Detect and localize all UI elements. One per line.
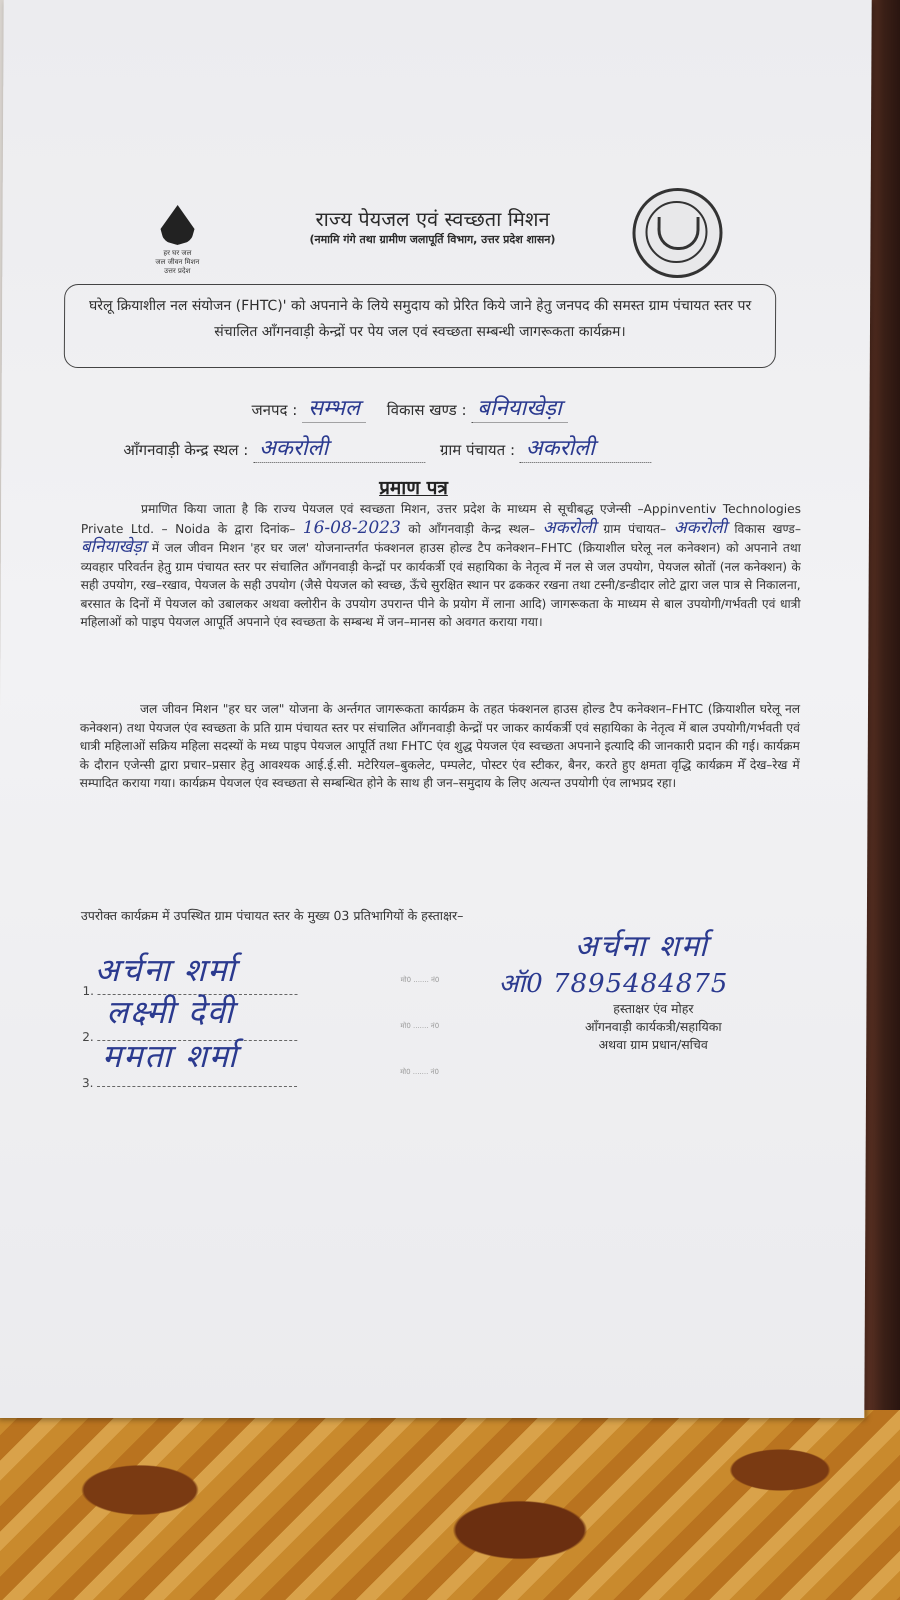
participant-row-2: 2.: [82, 1030, 298, 1044]
logo-caption: हर घर जल जल जीवन मिशन उत्तर प्रदेश: [155, 249, 200, 275]
participant-row-1: 1.: [82, 984, 298, 998]
programme-topic-box: घरेलू क्रियाशील नल संयोजन (FHTC)' को अपनाने के लिये समुदाय को प्रेरित किये जाने हेतु जनपद की समस्त ग्राम पंचायत स्तर पर संचालित आँगनवाड़ी केन्द्रों पर पेय जल एवं स्वच्छता सम्बन्धी जागरूकता कार्यक्रम।: [64, 284, 776, 368]
participant-mobile-3: मो0 ....... नं0: [400, 1068, 439, 1076]
water-drop-icon: [160, 205, 194, 245]
participant-signature-1: अर्चना शर्मा: [94, 951, 237, 989]
participant-signature-3: ममता शर्मा: [102, 1037, 239, 1075]
anganwadi-row: [123, 432, 652, 463]
programme-date: 16-08-2023: [302, 517, 401, 538]
gram-panchayat-label: ग्राम पंचायत :: [439, 441, 516, 459]
janpad-label: जनपद :: [251, 401, 298, 419]
participant-row-3: 3.: [82, 1076, 298, 1090]
participant-mobile-2: मो0 ....... नं0: [400, 1022, 440, 1030]
programme-place: अकरोली: [542, 517, 597, 538]
certificate-paragraph-2: जल जीवन मिशन "हर घर जल" योजना के अर्न्तगत जागरूकता कार्यक्रम के तहत फंक्शनल हाउस होल्ड टैप कनेक्शन–FHTC (क्रियाशील घरेलू नल कनेक्शन) तथा पेयजल एंव स्वच्छता के प्रति ग्राम पंचायत स्तर पर संचालित आँगनवाड़ी केन्द्रों पर जाकर कार्यकर्त्री एवं सहायिका के नेतृत्व में बाल उपयोगी/गर्भवती एवं धात्री महिलाओं सक्रिय महिला सदस्यों के मध्य पाइप पेयजल आपूर्ति तथा FHTC एंव शुद्ध पेयजल एंव स्वच्छता अपनाने इत्यादि की जानकारी प्रदान की गई। कार्यक्रम के दौरान एजेन्सी द्वारा प्रचार–प्रसार हेतु आवश्यक आई.ई.सी. मटेरियल–बुकलेट, पम्पलेट, पोस्टर एंव स्टीकर, बैनर, करते हुए क्षमता वृद्धि कार्यक्रम मेँ देख–रेख में सम्पादित कराया गया। कार्यक्रम पेयजल एंव स्वच्छता से सम्बन्धित होने के साथ ही जन–समुदाय के लिए अत्यन्त उपयोगी एंव लाभप्रद रहा।: [79, 702, 801, 790]
up-govt-emblem-icon: [632, 188, 722, 278]
signatory-line-3: अथवा ग्राम प्रधान/सचिव: [598, 1037, 708, 1052]
jal-jeevan-mission-logo: [142, 205, 212, 276]
janpad-value: सम्भल: [302, 392, 366, 423]
mission-title: राज्य पेयजल एवं स्वच्छता मिशन: [315, 207, 550, 231]
signatory-block: [538, 1000, 768, 1054]
certificate-paragraph-1: प्रमाणित किया जाता है कि राज्य पेयजल एवं स्वच्छता मिशन, उत्तर प्रदेश के माध्यम से सूचीबद्ध एजेन्सी –Appinventiv Technologies Private Ltd. – Noida के द्वारा दिनांक– 16-08-2023 को आँगनवाड़ी केन्द्र स्थल– अकरोली ग्राम पंचायत– अकरोली विकास खण्ड– बनियाखेड़ा में जल जीवन मिशन 'हर घर जल' योजनान्तर्गत फंक्शनल हाउस होल्ड टैप कनेक्शन–FHTC (क्रियाशील घरेलू नल कनेक्शन) को अपनाने तथा व्यवहार परिवर्तन हेतु ग्राम पंचायत स्तर पर संचालित आँगनवाड़ी केन्द्रों पर कार्यकर्त्री एवं सहायिका के नेतृत्व में नल से जल उपयोग, पेयजल स्रोतों (नल कनेक्शन) के सही उपयोग, रख–रखाव, पेयजल के सही उपयोग (जैसे पेयजल को स्वच्छ, ऊँचे सुरक्षित स्थान पर ढककर रखना तथा टस्नी/डन्डीदार लोटे द्वारा जल पात्र से निकालना, बरसात के दिनों में पेयजल को उबालकर अथवा क्लोरीन के उपयोग उपरान्त पीने के प्रयोग में लाना आदि) जागरूकता के माध्यम से बाल उपयोगी/गर्भवती एवं धात्री महिलाओं को पाइप पेयजल आपूर्ति अपनाने एंव स्वच्छता के सम्बन्ध में जन–मानस को अवगत कराया गया।: [80, 502, 802, 629]
signatory-line-2: आँगनवाड़ी कार्यकत्री/सहायिका: [585, 1019, 722, 1034]
programme-block: बनियाखेड़ा: [80, 537, 147, 557]
background-carpet: [0, 1410, 900, 1600]
anganwadi-label: आँगनवाड़ी केन्द्र स्थल :: [123, 441, 249, 459]
gram-panchayat-value: अकरोली: [520, 432, 652, 463]
signatory-signature: अर्चना शर्मा: [574, 929, 709, 964]
participants-intro: उपरोक्त कार्यक्रम में उपस्थित ग्राम पंचायत स्तर के मुख्य 03 प्रतिभागियों के हस्ताक्षर–: [80, 908, 464, 923]
janpad-row: [251, 392, 567, 423]
signatory-line-1: हस्ताक्षर एंव मोहर: [613, 1001, 694, 1016]
mission-subtitle: (नमामि गंगे तथा ग्रामीण जलापूर्ति विभाग, उत्तर प्रदेश शासन): [309, 233, 556, 246]
participant-signature-2: लक्ष्मी देवी: [106, 993, 236, 1031]
signatory-phone: ऑ0 7895484875: [498, 969, 729, 999]
anganwadi-value: अकरोली: [253, 432, 425, 463]
programme-gram-panchayat: अकरोली: [673, 517, 728, 538]
vikas-khand-value: बनियाखेड़ा: [471, 392, 568, 423]
participant-mobile-1: मो0 ....... नं0: [400, 976, 440, 984]
certificate-title: प्रमाण पत्र: [379, 477, 448, 499]
vikas-khand-label: विकास खण्ड :: [386, 401, 467, 419]
